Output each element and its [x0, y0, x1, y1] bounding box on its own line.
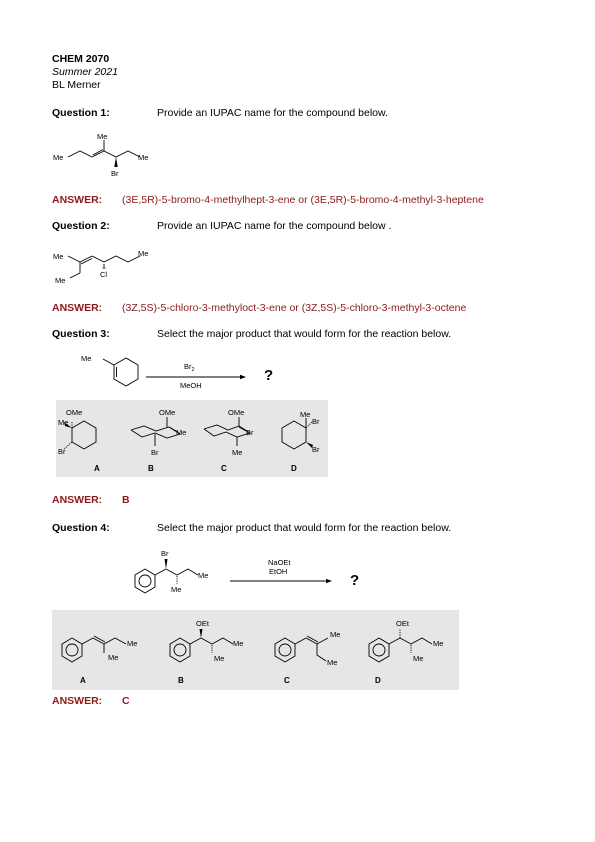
question-2-label: Question 2: [52, 220, 110, 232]
question-4-reaction [120, 545, 370, 605]
me-label: Me [232, 448, 243, 457]
choice-b-label: B [148, 464, 154, 473]
me-label: Me [327, 658, 338, 667]
me-label: Me [198, 571, 209, 580]
me-label: Me [214, 654, 225, 663]
question-2-prompt: Provide an IUPAC name for the compound below . [157, 220, 392, 232]
me-label: Me [176, 428, 187, 437]
br-label: Br [58, 447, 66, 456]
me-label: Me [138, 153, 149, 162]
reagent-etoh: EtOH [269, 567, 288, 576]
choice-a-structure [58, 408, 100, 473]
choice-d-structure [282, 410, 320, 473]
answer-3-label: ANSWER: [52, 494, 103, 506]
question-3-reaction [70, 350, 290, 395]
br-label: Br [161, 549, 169, 558]
choice-c-structure [204, 408, 254, 473]
me-label: Me [300, 410, 311, 419]
ome-label: OMe [66, 408, 83, 417]
me-label: Me [233, 639, 244, 648]
term: Summer 2021 [52, 66, 118, 78]
answer-2-label: ANSWER: [52, 302, 103, 314]
me-label: Me [53, 252, 64, 261]
ome-label: OMe [159, 408, 176, 417]
question-3-choices [56, 400, 328, 477]
instructor: BL Merner [52, 79, 101, 91]
question-1-label: Question 1: [52, 107, 110, 119]
reagent-br2: $Br_2$ [184, 362, 195, 373]
choice-c-structure [275, 630, 340, 685]
question-2-structure [40, 242, 170, 288]
br-label: Br [151, 448, 159, 457]
question-1-prompt: Provide an IUPAC name for the compound below. [157, 107, 388, 119]
answer-1-label: ANSWER: [52, 194, 103, 206]
me-label: Me [433, 639, 444, 648]
question-1-structure [40, 128, 170, 180]
reagent-meoh: MeOH [180, 381, 202, 390]
br-label: Br [312, 417, 320, 426]
oet-label: OEt [396, 619, 409, 628]
me-label: Me [171, 585, 182, 594]
me-label: Me [127, 639, 138, 648]
cl-label: Cl [100, 270, 108, 279]
choice-b-structure [170, 619, 243, 685]
me-label: Me [81, 354, 92, 363]
question-3-label: Question 3: [52, 328, 110, 340]
answer-4-text: C [122, 695, 130, 707]
choice-c-label: C [221, 464, 227, 473]
question-4-prompt: Select the major product that would form for the reaction below. [157, 522, 452, 534]
oet-label: OEt [196, 619, 209, 628]
unknown-product: ? [350, 572, 360, 589]
me-label: Me [58, 418, 69, 427]
question-4-choices [52, 610, 459, 690]
choice-b-label: B [178, 676, 184, 685]
choice-a-structure [62, 636, 137, 685]
me-label: Me [53, 153, 64, 162]
me-label: Me [138, 249, 149, 258]
me-label: Me [108, 653, 119, 662]
answer-3-text: B [122, 494, 130, 506]
choice-c-label: C [284, 676, 290, 685]
choice-b-structure [131, 408, 186, 473]
unknown-product: ? [264, 367, 274, 384]
course-code: CHEM 2070 [52, 53, 110, 65]
br-label: Br [312, 445, 320, 454]
question-3-prompt: Select the major product that would form for the reaction below. [157, 328, 452, 340]
ome-label: OMe [228, 408, 245, 417]
me-label: Me [330, 630, 341, 639]
answer-1-text: (3E,5R)-5-bromo-4-methylhept-3-ene or (3E,5R)-5-bromo-4-methyl-3-heptene [122, 194, 484, 206]
br-label: Br [111, 169, 119, 178]
question-4-label: Question 4: [52, 522, 110, 534]
answer-2-text: (3Z,5S)-5-chloro-3-methyloct-3-ene or (3Z,5S)-5-chloro-3-methyl-3-octene [122, 302, 467, 314]
answer-4-label: ANSWER: [52, 695, 103, 707]
me-label: Me [97, 132, 108, 141]
me-label: Me [55, 276, 66, 285]
choice-a-label: A [94, 464, 100, 473]
choice-a-label: A [80, 676, 86, 685]
br-label: Br [246, 428, 254, 437]
reagent-naoet: NaOEt [268, 558, 291, 567]
choice-d-label: D [291, 464, 297, 473]
choice-d-label: D [375, 676, 381, 685]
choice-d-structure [369, 619, 443, 685]
me-label: Me [413, 654, 424, 663]
